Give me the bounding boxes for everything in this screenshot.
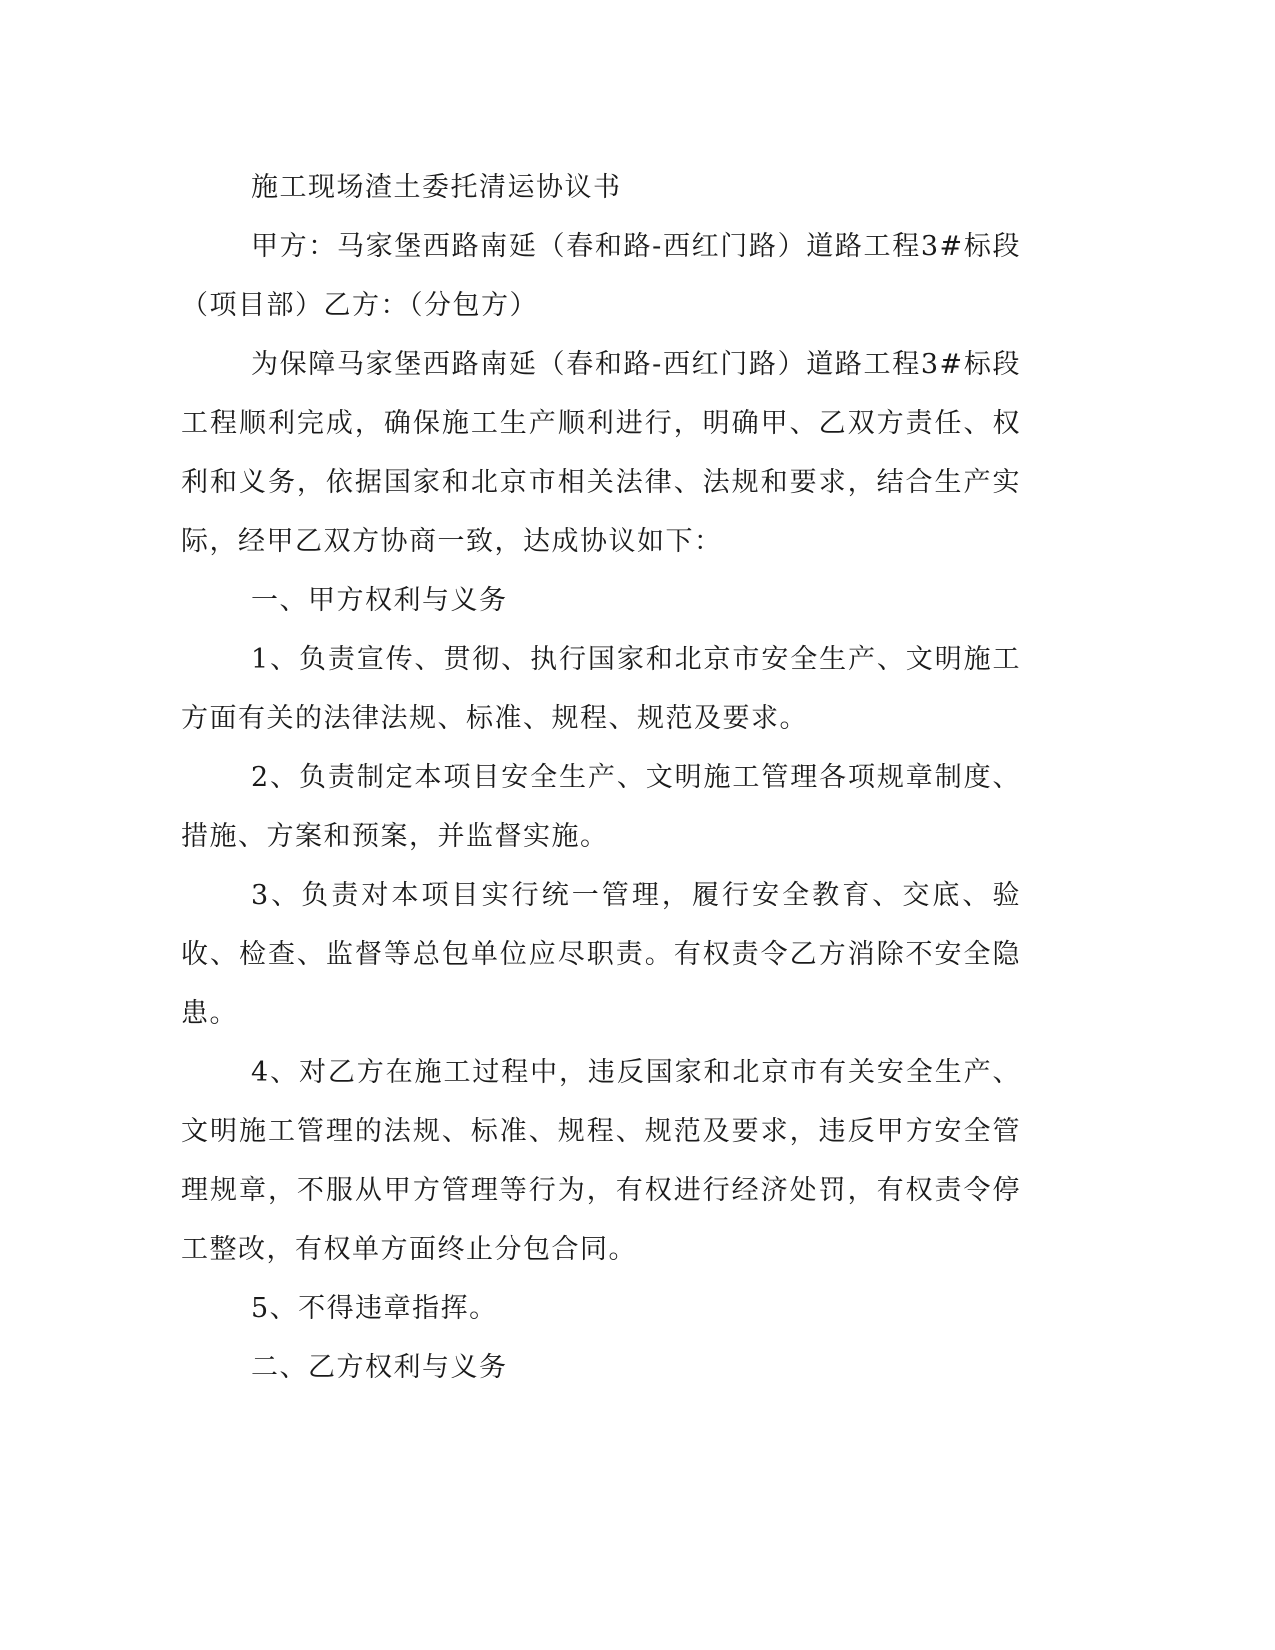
parties-paragraph: 甲方：马家堡西路南延（春和路-西红门路）道路工程3#标段（项目部）乙方：（分包方） bbox=[181, 231, 1021, 321]
section-heading-party-b: 二、乙方权利与义务 bbox=[251, 1352, 508, 1383]
section-heading-party-a: 一、甲方权利与义务 bbox=[251, 585, 508, 616]
clause-item: 5、不得违章指挥。 bbox=[251, 1293, 498, 1324]
clause-item: 2、负责制定本项目安全生产、文明施工管理各项规章制度、措施、方案和预案，并监督实施。 bbox=[181, 762, 1021, 852]
clause-item: 1、负责宣传、贯彻、执行国家和北京市安全生产、文明施工方面有关的法律法规、标准、规程、规范及要求。 bbox=[181, 644, 1021, 734]
document-title: 施工现场渣土委托清运协议书 bbox=[251, 172, 622, 203]
document-body bbox=[181, 158, 1021, 1397]
intro-paragraph: 为保障马家堡西路南延（春和路-西红门路）道路工程3#标段工程顺利完成，确保施工生产顺利进行，明确甲、乙双方责任、权利和义务，依据国家和北京市相关法律、法规和要求，结合生产实际，经甲乙双方协商一致，达成协议如下： bbox=[181, 349, 1021, 557]
clause-item: 4、对乙方在施工过程中，违反国家和北京市有关安全生产、文明施工管理的法规、标准、规程、规范及要求，违反甲方安全管理规章，不服从甲方管理等行为，有权进行经济处罚，有权责令停工整改，有权单方面终止分包合同。 bbox=[181, 1057, 1021, 1265]
clause-item: 3、负责对本项目实行统一管理，履行安全教育、交底、验收、检查、监督等总包单位应尽职责。有权责令乙方消除不安全隐患。 bbox=[181, 880, 1021, 1029]
